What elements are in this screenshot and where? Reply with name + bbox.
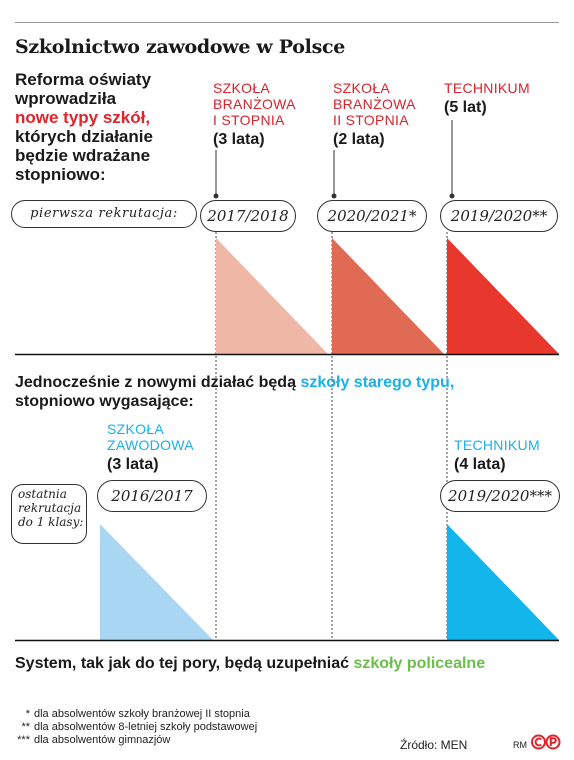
school-duration: (4 lata) xyxy=(454,456,506,473)
intro-line-5: będzie wdrażane xyxy=(15,146,151,165)
triangle-branzowa-1 xyxy=(216,238,328,354)
old-school-technikum xyxy=(454,437,540,474)
school-name-line: SZKOŁA xyxy=(213,80,271,96)
last-recruitment-line: do 1 klasy: xyxy=(18,515,84,529)
connector-dot-branzowa-1 xyxy=(214,194,219,199)
footnote-text: dla absolwentów szkoły branżowej II stopnia xyxy=(34,708,250,720)
old-intro-part1: Jednocześnie z nowymi działać będą xyxy=(15,374,296,391)
new-school-branzowa-2 xyxy=(333,80,416,149)
school-name-line: I STOPNIA xyxy=(213,112,285,128)
old-schools-intro xyxy=(15,373,454,411)
intro-line-2: wprowadziła xyxy=(15,89,117,108)
recruitment-branzowa-1: 2017/2018 xyxy=(200,200,296,232)
footnote-text: dla absolwentów gimnazjów xyxy=(34,734,171,746)
school-duration: (3 lata) xyxy=(107,456,159,473)
school-duration: (3 lata) xyxy=(213,131,265,148)
system-note-part1: System, tak jak do tej pory, będą uzupełniać xyxy=(15,655,350,672)
first-recruitment-label: pierwsza rekrutacja: xyxy=(11,200,197,228)
old-intro-line2: stopniowo wygasające: xyxy=(15,393,194,410)
footnote-item xyxy=(0,734,257,747)
publisher-logo xyxy=(531,734,561,750)
footnote-item xyxy=(0,708,257,721)
recruitment-technikum-new: 2019/2020** xyxy=(440,200,558,232)
triangle-technikum-old xyxy=(447,524,559,640)
school-name-line: SZKOŁA xyxy=(333,80,391,96)
recruitment-branzowa-2: 2020/2021* xyxy=(317,200,427,232)
intro-line-6: stopniowo: xyxy=(15,165,106,184)
last-recruitment-label xyxy=(11,484,87,544)
school-duration: (2 lata) xyxy=(333,131,385,148)
new-school-technikum xyxy=(444,80,530,117)
footnote-text: dla absolwentów 8-letniej szkoły podstawowej xyxy=(34,721,258,733)
source-label: Źródło: MEN xyxy=(400,738,468,752)
footnote-item xyxy=(0,721,257,734)
connector-dot-technikum-new xyxy=(450,194,455,199)
system-note-highlight: szkoły policealne xyxy=(353,655,486,672)
school-name-line: SZKOŁA xyxy=(107,421,165,437)
school-name-line: BRANŻOWA xyxy=(213,96,296,112)
footnotes xyxy=(0,708,257,747)
last-recruitment-line: ostatnia xyxy=(18,487,67,501)
old-school-zawodowa xyxy=(107,421,194,474)
footnote-mark: *** xyxy=(17,734,30,746)
triangle-branzowa-2 xyxy=(332,238,444,354)
system-note xyxy=(15,654,485,673)
last-recruitment-line: rekrutacja xyxy=(18,501,82,515)
school-name-line: TECHNIKUM xyxy=(454,437,540,453)
connector-dot-branzowa-2 xyxy=(332,194,337,199)
old-intro-highlight: szkoły starego typu, xyxy=(300,374,455,391)
school-name-line: ZAWODOWA xyxy=(107,437,194,453)
school-name-line: BRANŻOWA xyxy=(333,96,416,112)
recruitment-zawodowa: 2016/2017 xyxy=(97,480,207,512)
footnote-mark: ** xyxy=(21,721,30,733)
triangle-technikum-new xyxy=(447,238,559,354)
page-title: Szkolnictwo zawodowe w Polsce xyxy=(15,36,346,58)
triangle-zawodowa xyxy=(100,524,213,640)
footnote-mark: * xyxy=(25,708,30,720)
new-school-branzowa-1 xyxy=(213,80,296,149)
school-name-line: II STOPNIA xyxy=(333,112,409,128)
school-name-line: TECHNIKUM xyxy=(444,80,530,96)
recruitment-technikum-old: 2019/2020*** xyxy=(440,480,560,512)
intro-line-4: których działanie xyxy=(15,127,153,146)
school-duration: (5 lat) xyxy=(444,99,487,116)
intro-highlight: nowe typy szkół, xyxy=(15,108,151,127)
author-initials: RM xyxy=(513,740,527,750)
intro-line-1: Reforma oświaty xyxy=(15,70,152,89)
